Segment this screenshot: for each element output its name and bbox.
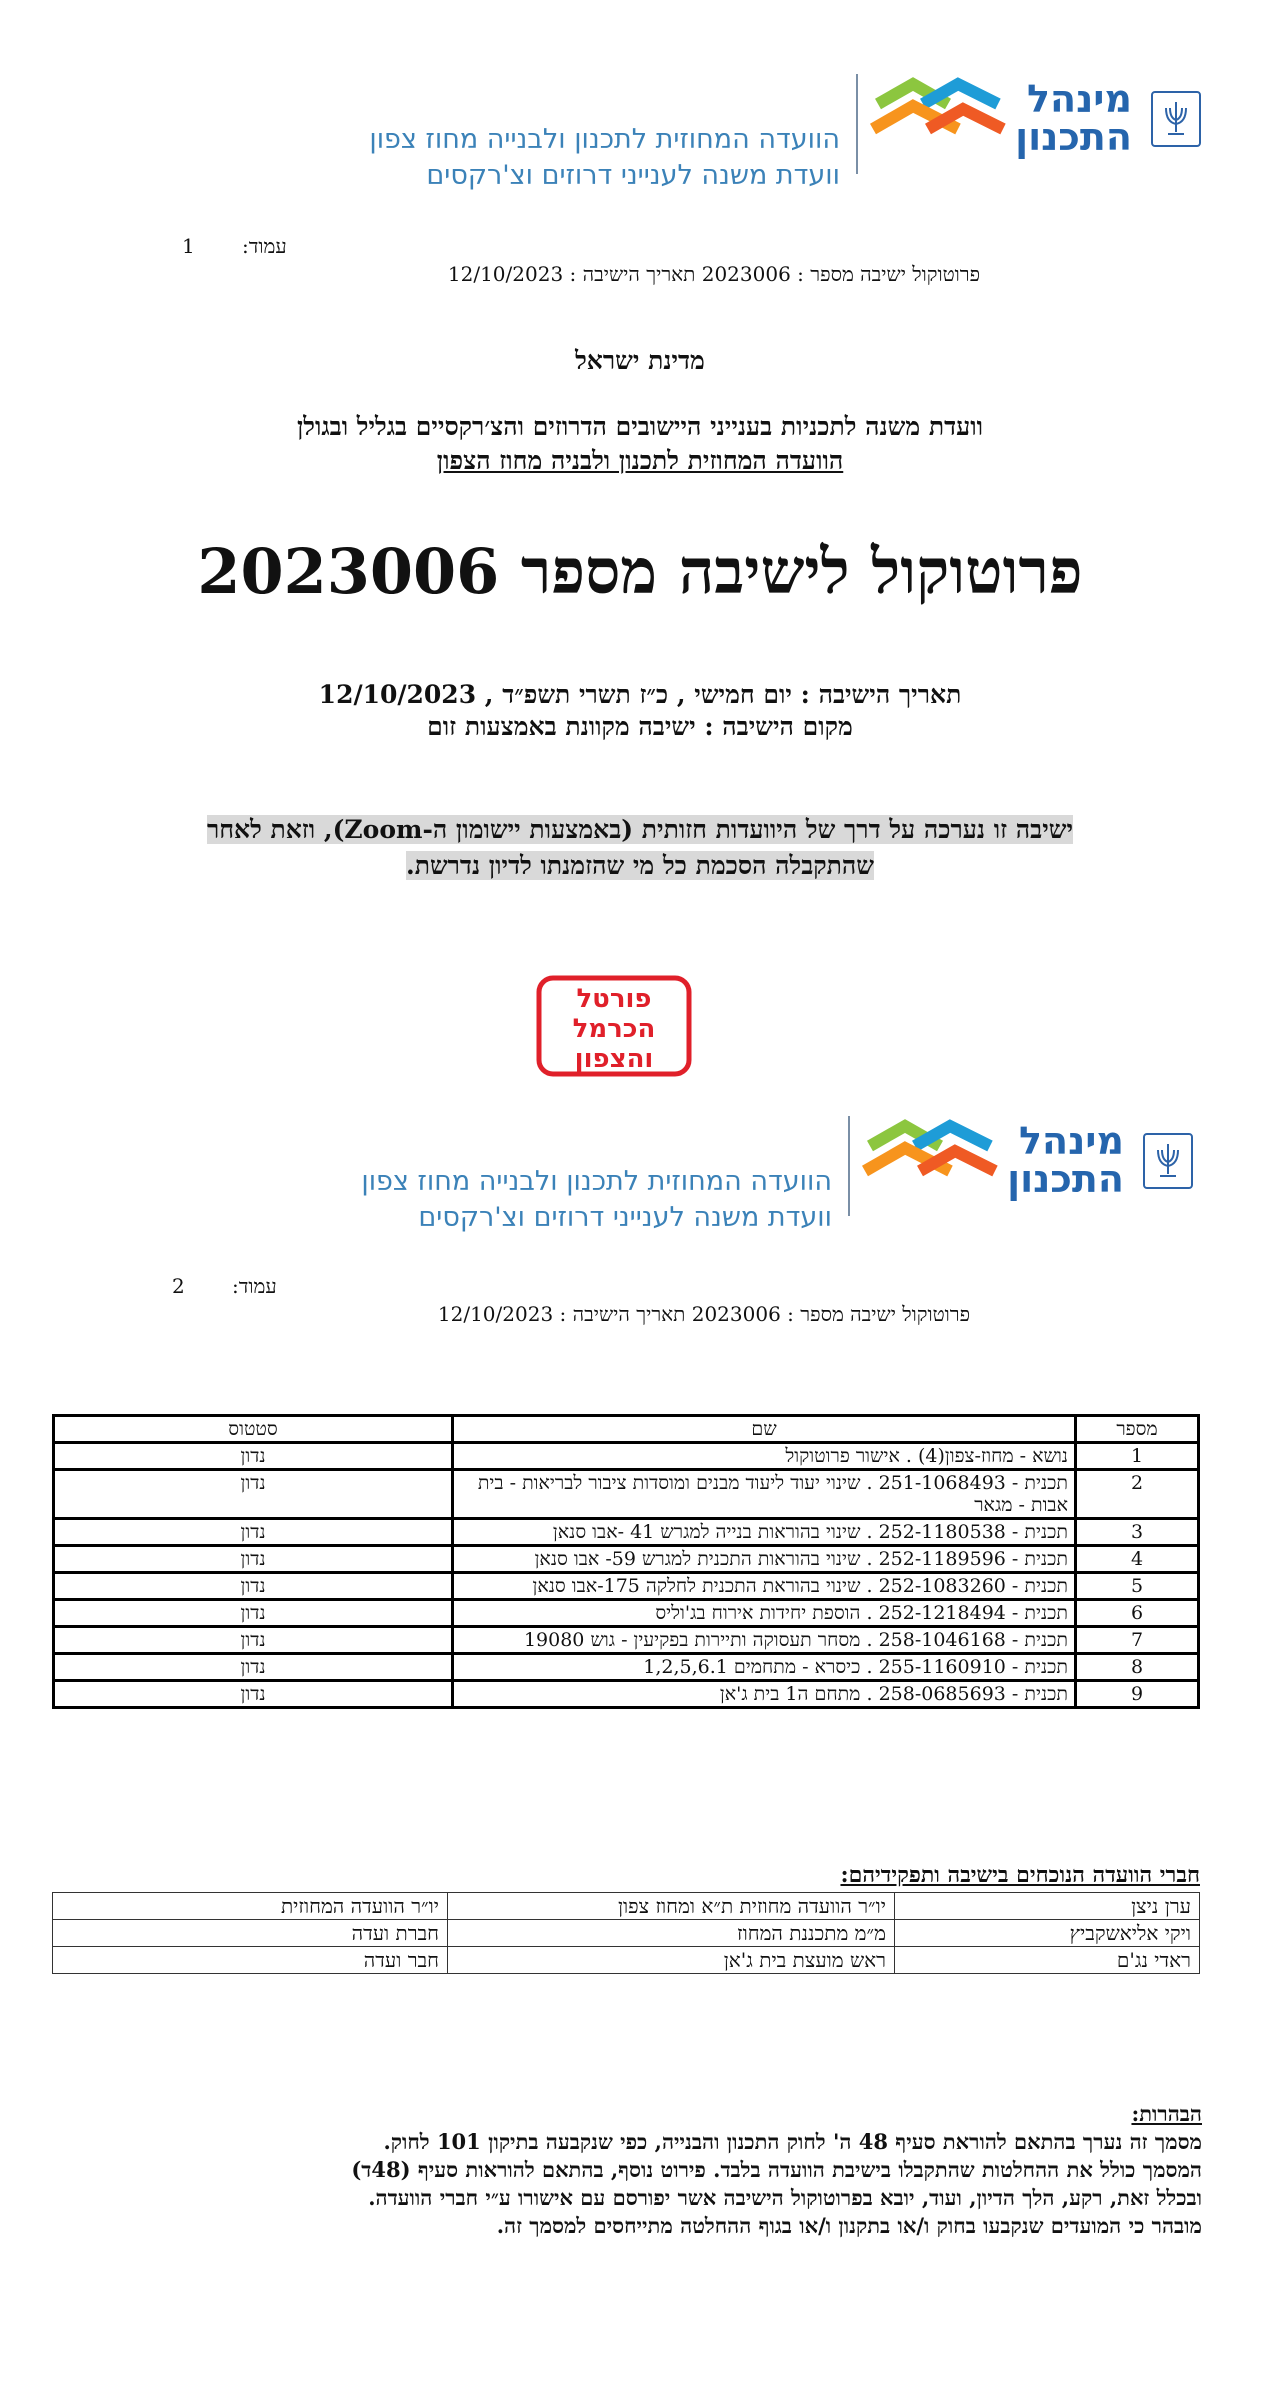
header-divider	[856, 74, 858, 174]
stamp-line1: פורטל	[576, 984, 652, 1014]
member-role: חבר ועדה	[53, 1947, 448, 1974]
zoom-notice	[0, 812, 1280, 884]
zoom-notice-line2: שהתקבלה הסכמת כל מי שהזמנתו לדיון נדרשת.	[406, 851, 874, 880]
member-name: ראדי נג'ם	[895, 1947, 1200, 1974]
main-title: פרוטוקול לישיבה מספר 2023006	[197, 535, 1083, 608]
page1-page-label: עמוד:	[242, 234, 287, 258]
agenda-cell-name: תכנית - 252-1083260 . שינוי בהוראת התכנית לחלקה 175-אבו סנאן	[453, 1573, 1076, 1600]
stamp-line2: הכרמל	[572, 1014, 656, 1044]
committee-line: וועדת משנה לתכניות בענייני היישובים הדרוזים והצ׳רקסיים בגליל ובגולן	[296, 412, 984, 441]
logo-text	[1012, 77, 1132, 159]
org-line2: וועדת משנה לענייני דרוזים וצ'רקסים	[418, 1202, 832, 1233]
clarification-line: המסמך כולל את ההחלטות שהתקבלו בישיבת הוועדה בלבד. פירוט נוסף, בהתאם להוראות סעיף (48ד)	[351, 2157, 1202, 2182]
agenda-cell-number: 1	[1076, 1443, 1199, 1470]
member-position: מ״מ מתכננת המחוז	[448, 1920, 895, 1947]
table-row	[53, 1947, 1200, 1974]
table-row	[54, 1600, 1199, 1627]
agenda-cell-name: תכנית - 252-1189596 . שינוי בהוראות התכנית למגרש 59- אבו סנאן	[453, 1546, 1076, 1573]
logo-line1: מינהל	[1026, 77, 1132, 121]
table-row	[54, 1654, 1199, 1681]
member-name: ויקי אליאשקביץ	[895, 1920, 1200, 1947]
table-row	[54, 1546, 1199, 1573]
table-row	[54, 1443, 1199, 1470]
agenda-cell-name: תכנית - 251-1068493 . שינוי יעוד ליעוד מבנים ומוסדות ציבור לבריאות - בית אבות - מגאר	[453, 1470, 1076, 1519]
agenda-cell-status: נדון	[54, 1654, 453, 1681]
meeting-date: תאריך הישיבה : יום חמישי , כ״ז תשרי תשפ״ד , 12/10/2023	[318, 680, 962, 709]
logo-text	[1004, 1119, 1124, 1201]
agenda-cell-name: תכנית - 252-1218494 . הוספת יחידות אירוח בג'וליס	[453, 1600, 1076, 1627]
agenda-cell-number: 3	[1076, 1519, 1199, 1546]
district-line: הוועדה המחוזית לתכנון ולבניה מחוז הצפון	[436, 446, 844, 475]
header-divider	[848, 1116, 850, 1216]
member-position: ראש מועצת בית ג'אן	[448, 1947, 895, 1974]
agenda-cell-name: תכנית - 255-1160910 . כיסרא - מתחמים 1,2,5,6.1	[453, 1654, 1076, 1681]
member-role: יו״ר הוועדה המחוזית	[53, 1893, 448, 1920]
planning-logo-icon	[860, 1116, 1000, 1196]
state-emblem-icon	[1150, 90, 1202, 148]
page1-header	[0, 60, 1280, 190]
agenda-cell-status: נדון	[54, 1546, 453, 1573]
table-row	[53, 1920, 1200, 1947]
agenda-cell-number: 4	[1076, 1546, 1199, 1573]
state-title: מדינת ישראל	[575, 346, 705, 375]
page2-page-number: 2	[172, 1274, 185, 1298]
org-line2: וועדת משנה לענייני דרוזים וצ'רקסים	[426, 160, 840, 191]
agenda-cell-name: נושא - מחוז-צפון(4) . אישור פרוטוקול	[453, 1443, 1076, 1470]
agenda-header-number: מספר	[1076, 1416, 1199, 1443]
agenda-cell-status: נדון	[54, 1681, 453, 1708]
logo-line1: מינהל	[1018, 1119, 1124, 1163]
org-name	[140, 122, 840, 194]
org-name	[132, 1164, 832, 1236]
org-line1: הוועדה המחוזית לתכנון ולבנייה מחוז צפון	[361, 1166, 832, 1197]
table-row	[54, 1627, 1199, 1654]
zoom-notice-line1: ישיבה זו נערכה על דרך של היוועדות חזותית (באמצעות יישומון ה-Zoom), וזאת לאחר	[206, 815, 1074, 844]
agenda-header-row	[54, 1416, 1199, 1443]
agenda-cell-number: 5	[1076, 1573, 1199, 1600]
members-title: חברי הוועדה הנוכחים בישיבה ותפקידיהם:	[840, 1862, 1200, 1888]
agenda-table	[52, 1414, 1200, 1709]
table-row	[53, 1893, 1200, 1920]
agenda-header-status: סטטוס	[54, 1416, 453, 1443]
stamp-line3: והצפון	[574, 1044, 654, 1074]
page2-header	[0, 1102, 1280, 1232]
clarification-line: מסמך זה נערך בהתאם להוראת סעיף 48 ה' לחוק התכנון והבנייה, כפי שנקבעה בתיקון 101 לחוק.	[383, 2129, 1202, 2154]
table-row	[54, 1519, 1199, 1546]
clarifications-title: הבהרות:	[1131, 2101, 1202, 2126]
agenda-header-name: שם	[453, 1416, 1076, 1443]
page1-protocol-line: פרוטוקול ישיבה מספר : 2023006 תאריך הישיבה : 12/10/2023	[447, 262, 981, 286]
agenda-cell-status: נדון	[54, 1443, 453, 1470]
page1-page-number: 1	[182, 234, 195, 258]
org-line1: הוועדה המחוזית לתכנון ולבנייה מחוז צפון	[369, 124, 840, 155]
agenda-cell-number: 8	[1076, 1654, 1199, 1681]
page2-page-label: עמוד:	[232, 1274, 277, 1298]
clarification-line: ובכלל זאת, רקע, הלך הדיון, ועוד, יובא בפרוטוקול הישיבה אשר יפורסם עם אישורו ע״י חברי הוועדה.	[368, 2185, 1202, 2210]
member-role: חברת ועדה	[53, 1920, 448, 1947]
agenda-cell-name: תכנית - 258-1046168 . מסחר תעסוקה ותיירות בפקיעין - גוש 19080	[453, 1627, 1076, 1654]
agenda-cell-name: תכנית - 258-0685693 . מתחם ה1 בית ג'אן	[453, 1681, 1076, 1708]
agenda-cell-status: נדון	[54, 1600, 453, 1627]
agenda-cell-number: 2	[1076, 1470, 1199, 1519]
agenda-cell-status: נדון	[54, 1573, 453, 1600]
agenda-cell-number: 6	[1076, 1600, 1199, 1627]
member-position: יו״ר הוועדה מחוזית ת״א ומחוז צפון	[448, 1893, 895, 1920]
agenda-cell-status: נדון	[54, 1519, 453, 1546]
agenda-cell-number: 7	[1076, 1627, 1199, 1654]
meeting-place: מקום הישיבה : ישיבה מקוונת באמצעות זום	[427, 712, 853, 741]
clarifications	[42, 2100, 1202, 2240]
page2-protocol-line: פרוטוקול ישיבה מספר : 2023006 תאריך הישיבה : 12/10/2023	[437, 1302, 971, 1326]
table-row	[54, 1681, 1199, 1708]
agenda-cell-name: תכנית - 252-1180538 . שינוי בהוראות בנייה למגרש 41 -אבו סנאן	[453, 1519, 1076, 1546]
logo-line2: התכנון	[1007, 1157, 1124, 1201]
members-table	[52, 1892, 1200, 1974]
portal-stamp-logo	[536, 975, 692, 1077]
table-row	[54, 1470, 1199, 1519]
agenda-cell-status: נדון	[54, 1470, 453, 1519]
agenda-cell-number: 9	[1076, 1681, 1199, 1708]
agenda-cell-status: נדון	[54, 1627, 453, 1654]
state-emblem-icon	[1142, 1132, 1194, 1190]
planning-logo-icon	[868, 74, 1008, 154]
logo-line2: התכנון	[1015, 115, 1132, 159]
clarification-line: מובהר כי המועדים שנקבעו בחוק ו/או בתקנון ו/או בגוף ההחלטה מתייחסים למסמך זה.	[496, 2213, 1202, 2238]
member-name: ערן ניצן	[895, 1893, 1200, 1920]
table-row	[54, 1573, 1199, 1600]
